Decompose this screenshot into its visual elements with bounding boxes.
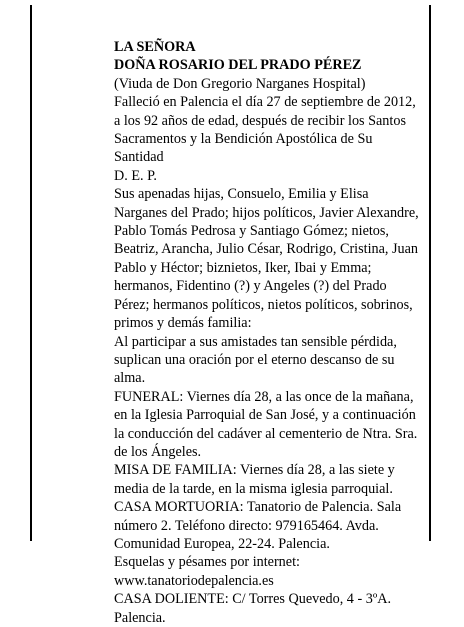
left-border-line	[30, 5, 32, 541]
obituary-notice	[114, 38, 422, 627]
right-border-line	[429, 5, 431, 541]
family-paragraph: Sus apenadas hijas, Consuelo, Emilia y Elisa Narganes del Prado; hijos políticos, Javier Alexandre, Pablo Tomás Pedrosa y Santiago Gómez; nietos, Beatriz, Arancha, Julio César, Rodrigo, Cristina, Juan Pablo y Héctor; biznietos, Iker, Ibai y Emma; hermanos, Fidentino (?) y Angeles (?) del Prado Pérez; hermanos políticos, nietos políticos, sobrinos, primos y demás familia:	[114, 186, 419, 332]
obituary-title-name: DOÑA ROSARIO DEL PRADO PÉREZ	[114, 57, 362, 74]
prayer-request-paragraph: Al participar a sus amistades tan sensible pérdida, suplican una oración por el eterno descanso de su alma.	[114, 333, 397, 387]
condolences-label: Esquelas y pésames por internet:	[114, 554, 300, 571]
funeral-paragraph: FUNERAL: Viernes día 28, a las once de la mañana, en la Iglesia Parroquial de San José, y a continuación la conducción del cadáver al cementerio de Ntra. Sra. de los Ángeles.	[114, 388, 418, 460]
obituary-widow-subtitle: (Viuda de Don Gregorio Narganes Hospital)	[114, 75, 366, 92]
death-notice-paragraph: Falleció en Palencia el día 27 de septiembre de 2012, a los 92 años de edad, después de recibir los Santos Sacramentos y la Bendición Apostólica de Su Santidad	[114, 94, 416, 166]
funeral-home-paragraph: CASA MORTUORIA: Tanatorio de Palencia. Sala número 2. Teléfono directo: 979165464. Avda. Comunidad Europea, 22-24. Palencia.	[114, 499, 402, 552]
family-mass-paragraph: MISA DE FAMILIA: Viernes día 28, a las siete y media de la tarde, en la misma iglesia parroquial.	[114, 462, 395, 497]
bereaved-home-paragraph: CASA DOLIENTE: C/ Torres Quevedo, 4 - 3ºA. Palencia.	[114, 591, 392, 626]
obituary-title-line1: LA SEÑORA	[114, 39, 196, 55]
rip-text: D. E. P.	[114, 167, 157, 184]
condolences-url: www.tanatoriodepalencia.es	[114, 572, 274, 589]
